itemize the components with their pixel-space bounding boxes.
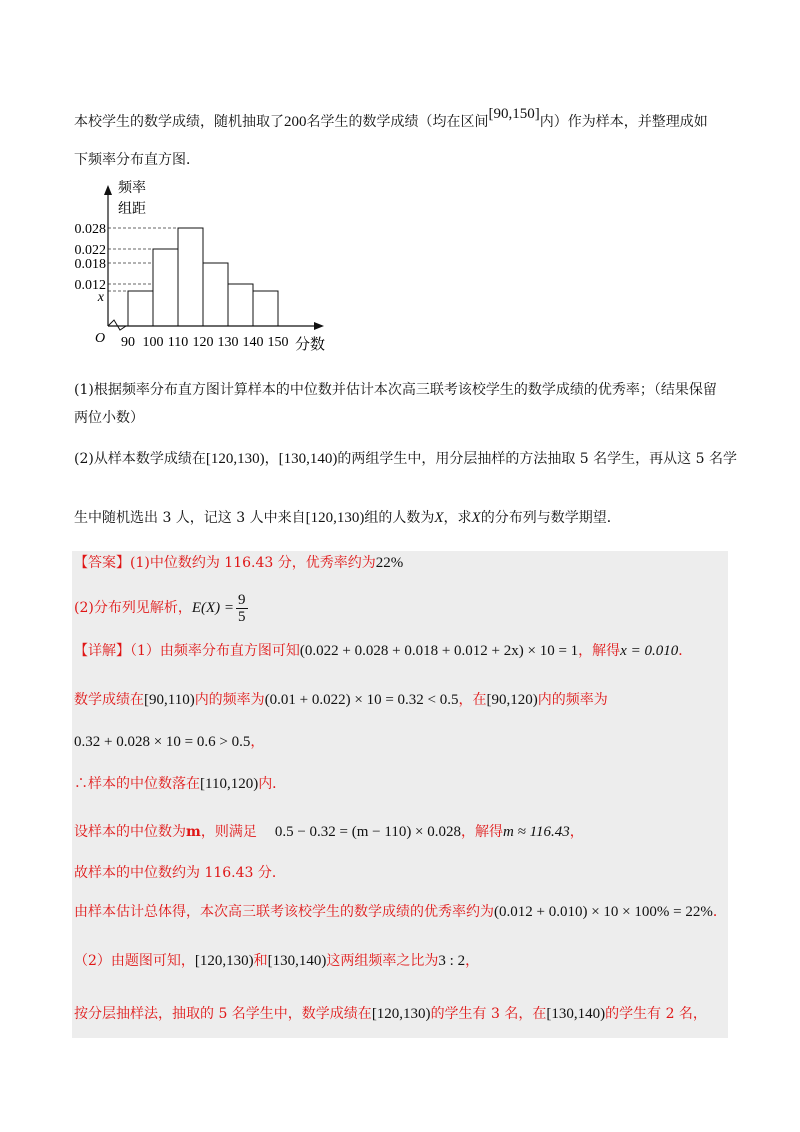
y-tick-label-4: x [97, 290, 104, 305]
solution-line-8: （2）由题图可知，[120,130)和[130,140)这两组频率之比为3 : 2， [74, 953, 480, 969]
x-tick-label-120: 120 [192, 335, 214, 350]
answer-line-1: 【答案】(1)中位数约为 116.43 分，优秀率约为22% [74, 555, 404, 571]
y-tick-label-3: 0.012 [74, 278, 106, 293]
histogram-bar-3 [203, 263, 228, 326]
x-tick-label-150: 150 [267, 335, 289, 350]
y-axis-label-bottom: 组距 [118, 202, 146, 217]
x-tick-label-100: 100 [142, 335, 164, 350]
histogram-bar-0 [128, 291, 153, 326]
histogram-bar-5 [253, 291, 278, 326]
y-tick-label-1: 0.022 [74, 243, 106, 258]
histogram-bar-1 [153, 249, 178, 326]
expectation-fraction: $\frac{9}{5}$ [238, 591, 246, 625]
x-tick-label-140: 140 [242, 335, 264, 350]
x-tick-label-110: 110 [167, 335, 189, 350]
histogram-bar-2 [178, 228, 203, 326]
solution-line-7: 由样本估计总体得，本次高三联考该校学生的数学成绩的优秀率约为(0.012 + 0.010) × 10 × 100% = 22%． [74, 904, 727, 920]
question-2-line-1: (2)从样本数学成绩在[120,130)，[130,140)的两组学生中，用分层抽样的方法抽取 5 名学生，再从这 5 名学 [74, 451, 737, 467]
histogram-bar-4 [228, 284, 253, 326]
solution-line-5: 设样本的中位数为m，则满足 0.5 − 0.32 = (m − 110) × 0.028，解得m ≈ 116.43， [74, 824, 584, 840]
solution-line-3: 0.32 + 0.028 × 10 = 0.6 > 0.5， [74, 734, 265, 750]
x-tick-label-130: 130 [217, 335, 239, 350]
x-tick-label-90: 90 [121, 335, 135, 350]
question-1-line-1: (1)根据频率分布直方图计算样本的中位数并估计本次高三联考该校学生的数学成绩的优秀率；（结果保留 [74, 382, 717, 398]
histogram-chart [70, 180, 340, 355]
y-tick-label-0: 0.028 [74, 222, 106, 237]
origin-label: O [94, 331, 106, 346]
y-tick-label-2: 0.018 [74, 257, 106, 272]
question-2-line-2: 生中随机选出 3 人，记这 3 人中来自[120,130)组的人数为X，求X的分布列与数学期望． [74, 510, 621, 526]
solution-label: 【详解】 [74, 643, 130, 659]
solution-line-1: 【详解】（1）由频率分布直方图可知(0.022 + 0.028 + 0.018 + 0.012 + 2x) × 10 = 1，解得x = 0.010． [74, 643, 693, 659]
solution-line-2: 数学成绩在[90,110)内的频率为(0.01 + 0.022) × 10 = 0.32 < 0.5，在[90,120)内的频率为 [74, 692, 608, 708]
interval-90-150: [90,150] [488, 106, 540, 122]
question-1-line-2: 两位小数） [74, 410, 144, 426]
intro-line-1: 本校学生的数学成绩，随机抽取了200名学生的数学成绩（均在区间[90,150]内）作为样本，并整理成如 [74, 106, 708, 130]
x-axis-arrow [314, 322, 324, 330]
y-axis-arrow [104, 185, 112, 195]
answer-label: 【答案】 [74, 555, 130, 571]
solution-line-9: 按分层抽样法，抽取的 5 名学生中，数学成绩在[120,130)的学生有 3 名，在[130,140)的学生有 2 名， [74, 1006, 707, 1022]
x-axis-label: 分数 [294, 337, 326, 353]
answer-line-2: (2)分布列见解析，E(X) = $\frac{9}{5}$ [74, 591, 246, 625]
solution-line-6: 故样本的中位数约为 116.43 分． [74, 865, 286, 881]
intro-line-2: 下频率分布直方图． [74, 152, 200, 168]
solution-line-4: ∴样本的中位数落在[110,120)内． [74, 776, 287, 792]
axis-break-mark [108, 320, 126, 330]
y-axis-label-top: 频率 [118, 181, 146, 196]
